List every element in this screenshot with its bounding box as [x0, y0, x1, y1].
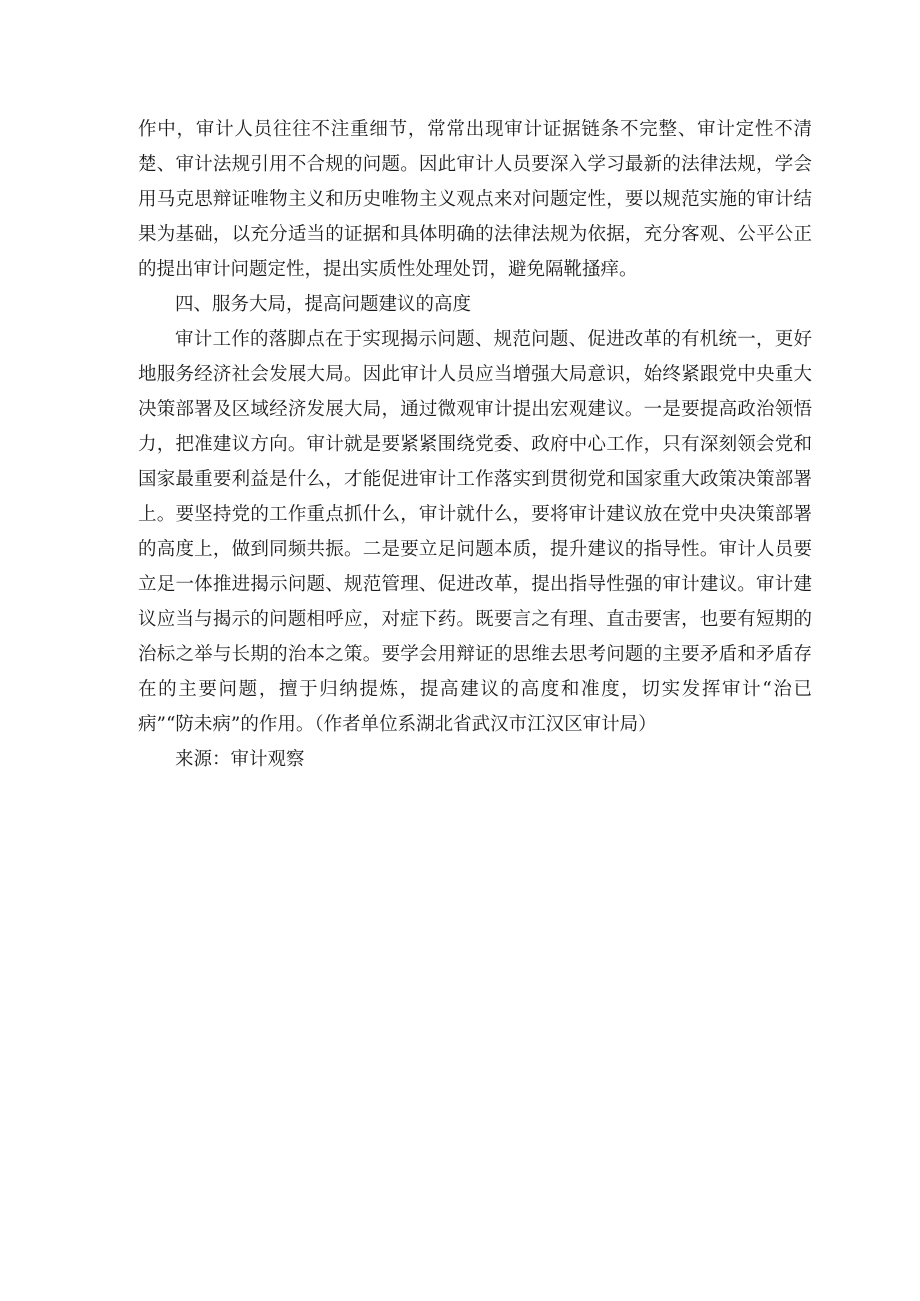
body-paragraph: 审计工作的落脚点在于实现揭示问题、规范问题、促进改革的有机统一，更好地服务经济社会发展大局。因此审计人员应当增强大局意识，始终紧跟党中央重大决策部署及区域经济发展大局，通过微观审计提出宏观建议。一是要提高政治领悟力，把准建议方向。审计就是要紧紧围绕党委、政府中心工作，只有深刻领会党和国家最重要利益是什么，才能促进审计工作落实到贯彻党和国家重大政策决策部署上。要坚持党的工作重点抓什么，审计就什么，要将审计建议放在党中央决策部署的高度上，做到同频共振。二是要立足问题本质，提升建议的指导性。审计人员要立足一体推进揭示问题、规范管理、促进改革，提出指导性强的审计建议。审计建议应当与揭示的问题相呼应，对症下药。既要言之有理、直击要害，也要有短期的治标之举与长期的治本之策。要学会用辩证的思维去思考问题的主要矛盾和矛盾存在的主要问题，擅于归纳提炼，提高建议的高度和准度，切实发挥审计“治已病”“防未病”的作用。（作者单位系湖北省武汉市江汉区审计局）: [138, 329, 812, 735]
continuation-paragraph: 作中，审计人员往往不注重细节，常常出现审计证据链条不完整、审计定性不清楚、审计法规引用不合规的问题。因此审计人员要深入学习最新的法律法规，学会用马克思辩证唯物主义和历史唯物主义观点来对问题定性，要以规范实施的审计结果为基础，以充分适当的证据和具体明确的法律法规为依据，充分客观、公平公正的提出审计问题定性，提出实质性处理处罚，避免隔靴搔痒。: [138, 119, 812, 280]
source-line: 来源：审计观察: [175, 749, 305, 770]
section-heading: 四、服务大局，提高问题建议的高度: [175, 294, 472, 315]
article-body: [138, 112, 812, 777]
